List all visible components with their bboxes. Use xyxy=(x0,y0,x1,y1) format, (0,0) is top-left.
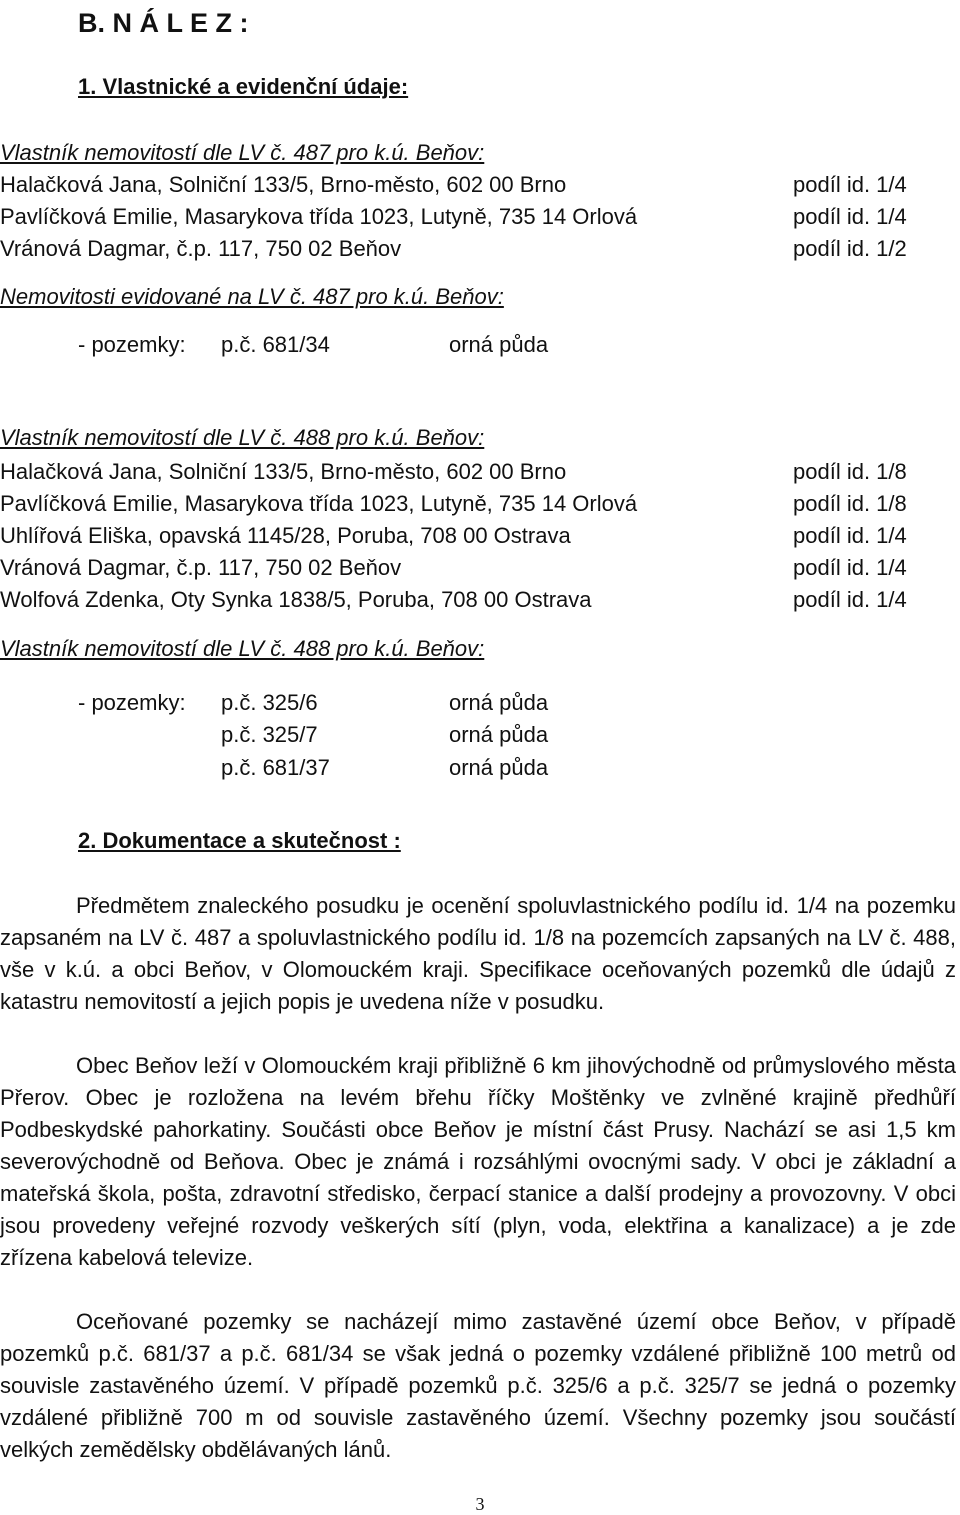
section-1-title: 1. Vlastnické a evidenční údaje: xyxy=(78,74,409,99)
lv488-owner-name: Pavlíčková Emilie, Masarykova třída 1023, Lutyně, 735 14 Orlová xyxy=(0,491,638,516)
lv487-owner-name: Pavlíčková Emilie, Masarykova třída 1023, Lutyně, 735 14 Orlová xyxy=(0,204,638,229)
lv488-owner-share: podíl id. 1/8 xyxy=(793,491,907,516)
paragraph-3 xyxy=(0,1306,956,1466)
lv488-land-parcel: p.č. 325/6 xyxy=(221,690,318,715)
lv488-owner-share: podíl id. 1/4 xyxy=(793,587,907,612)
lv487-land-label: - pozemky: xyxy=(78,332,186,357)
lv488-owners-heading: Vlastník nemovitostí dle LV č. 488 pro k.ú. Beňov: xyxy=(0,425,485,450)
lv488-land-parcel: p.č. 681/37 xyxy=(221,755,330,780)
lv488-owner-share: podíl id. 1/4 xyxy=(793,555,907,580)
paragraph-1 xyxy=(0,890,956,1018)
lv488-land-parcel: p.č. 325/7 xyxy=(221,722,318,747)
lv488-owner-share: podíl id. 1/4 xyxy=(793,523,907,548)
paragraph-2-text: Obec Beňov leží v Olomouckém kraji přibližně 6 km jihovýchodně od průmyslového města Přerov. Obec je rozložena na levém břehu říčky Moštěnky ve zvlněné krajině předhůří Podbeskydské pahorkatiny. Součásti obce Beňov je místní část Prusy. Nachází se asi 1,5 km severovýchodně od Beňova. Obec je známá i rozsáhlými ovocnými sady. V obci je základní a mateřská škola, pošta, zdravotní středisko, čerpací stanice a další prodejny a provozovny. V obci jsou provedeny veřejné rozvody veškerých sítí (plyn, voda, elektřina a kanalizace) a je zde zřízena kabelová televize. xyxy=(0,1053,956,1270)
document-heading: B. N Á L E Z : xyxy=(78,8,249,38)
section-2-title: 2. Dokumentace a skutečnost : xyxy=(78,828,401,853)
lv488-land-type: orná půda xyxy=(449,690,549,715)
paragraph-2 xyxy=(0,1050,956,1274)
lv488-owner-name: Wolfová Zdenka, Oty Synka 1838/5, Poruba, 708 00 Ostrava xyxy=(0,587,592,612)
lv487-land-parcel: p.č. 681/34 xyxy=(221,332,330,357)
lv488-owner-name: Vránová Dagmar, č.p. 117, 750 02 Beňov xyxy=(0,555,402,580)
lv488-property-heading: Vlastník nemovitostí dle LV č. 488 pro k.ú. Beňov: xyxy=(0,636,485,661)
paragraph-3-text: Oceňované pozemky se nacházejí mimo zastavěné území obce Beňov, v případě pozemků p.č. 681/37 a p.č. 681/34 se však jedná o pozemky vzdálené přibližně 100 metrů od souvisle zastavěného území. V případě pozemků p.č. 325/6 a p.č. 325/7 se jedná o pozemky vzdálené přibližně 700 m od souvisle zastavěného území. Všechny pozemky jsou součástí velkých zemědělsky obdělávaných lánů. xyxy=(0,1309,956,1462)
lv487-land-type: orná půda xyxy=(449,332,549,357)
page-number: 3 xyxy=(475,1494,485,1514)
lv487-owner-share: podíl id. 1/2 xyxy=(793,236,907,261)
lv487-owner-share: podíl id. 1/4 xyxy=(793,204,907,229)
lv488-owner-share: podíl id. 1/8 xyxy=(793,459,907,484)
lv487-owner-name: Halačková Jana, Solniční 133/5, Brno-město, 602 00 Brno xyxy=(0,172,567,197)
lv487-owner-share: podíl id. 1/4 xyxy=(793,172,907,197)
lv488-land-label: - pozemky: xyxy=(78,690,186,715)
paragraph-1-text: Předmětem znaleckého posudku je ocenění spoluvlastnického podílu id. 1/4 na pozemku zapsaném na LV č. 487 a spoluvlastnického podílu id. 1/8 na pozemcích zapsaných na LV č. 488, vše v k.ú. a obci Beňov, v Olomouckém kraji. Specifikace oceňovaných pozemků dle údajů z katastru nemovitostí a jejich popis je uvedena níže v posudku. xyxy=(0,893,956,1014)
lv488-land-type: orná půda xyxy=(449,722,549,747)
lv487-owners-heading: Vlastník nemovitostí dle LV č. 487 pro k.ú. Beňov: xyxy=(0,140,485,165)
lv488-owner-name: Halačková Jana, Solniční 133/5, Brno-město, 602 00 Brno xyxy=(0,459,567,484)
lv487-property-heading: Nemovitosti evidované na LV č. 487 pro k.ú. Beňov: xyxy=(0,284,504,309)
lv488-owner-name: Uhlířová Eliška, opavská 1145/28, Poruba, 708 00 Ostrava xyxy=(0,523,571,548)
lv487-owner-name: Vránová Dagmar, č.p. 117, 750 02 Beňov xyxy=(0,236,402,261)
lv488-land-type: orná půda xyxy=(449,755,549,780)
